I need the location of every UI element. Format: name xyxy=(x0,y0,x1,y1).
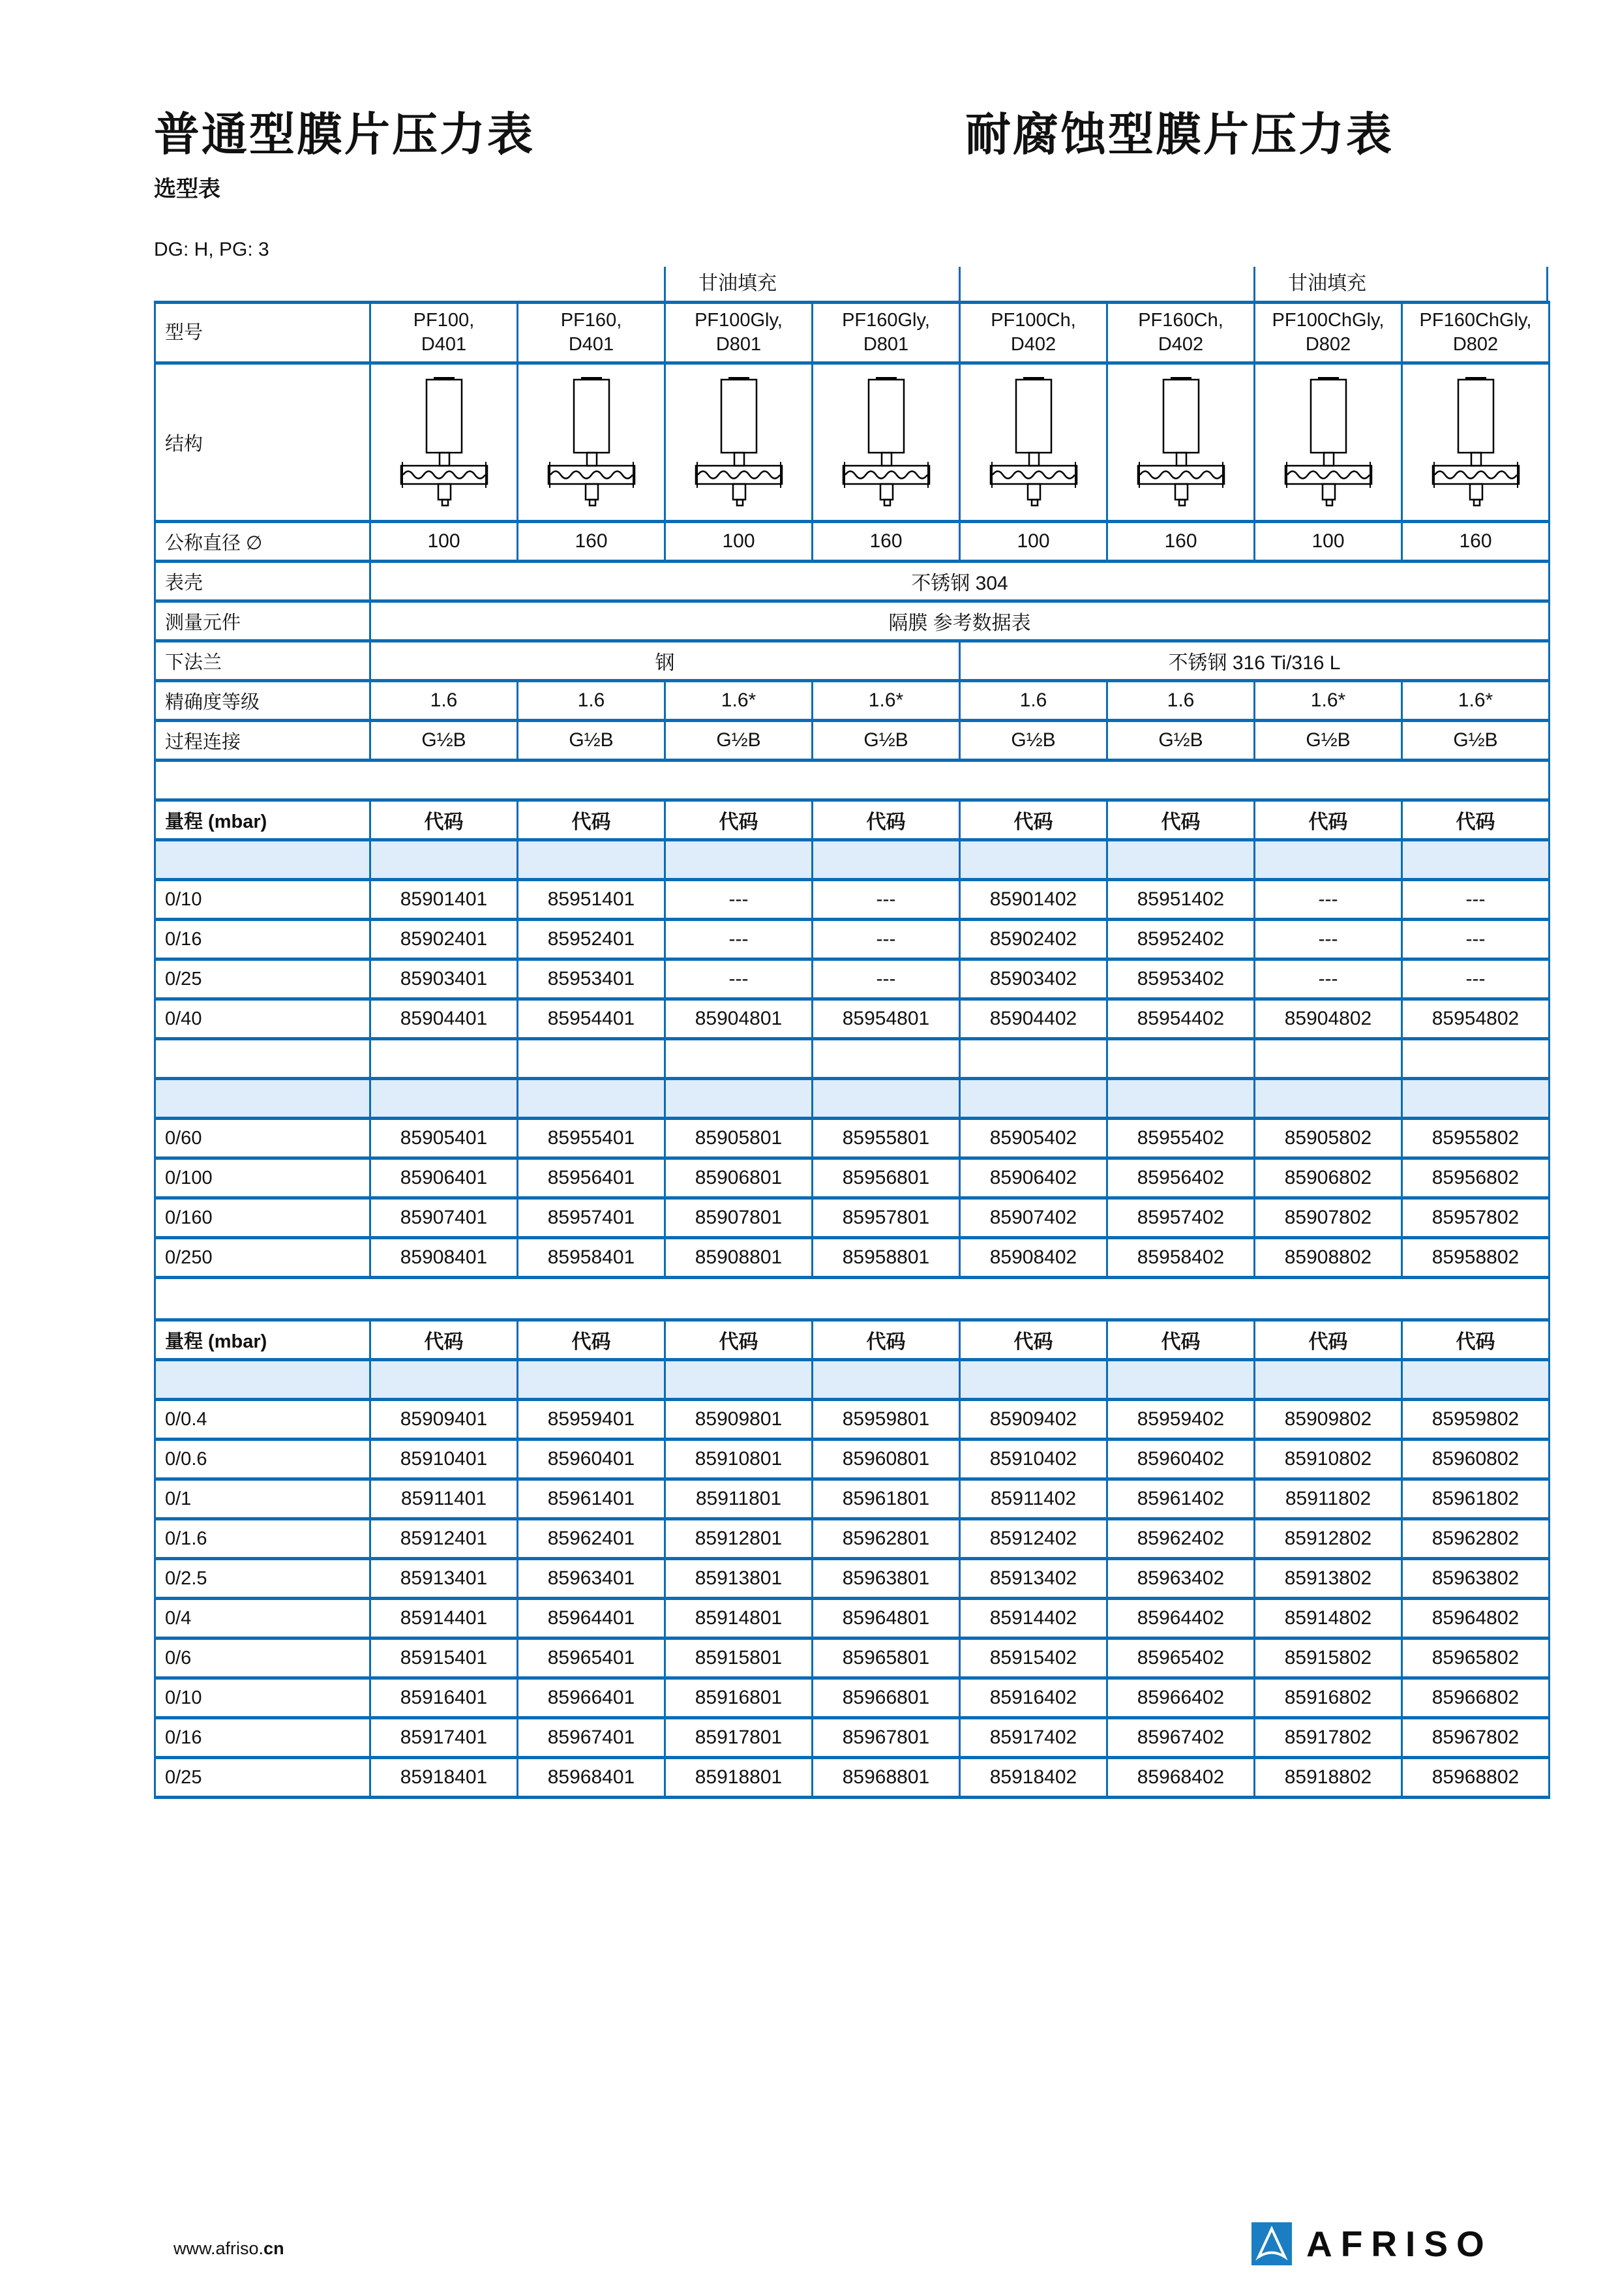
code-cell: 85954401 xyxy=(518,999,665,1039)
code-cell: 85915802 xyxy=(1255,1639,1402,1678)
highlight-empty-cell xyxy=(813,840,960,880)
code-cell: --- xyxy=(813,920,960,959)
code-cell: 85904402 xyxy=(960,999,1107,1039)
row-label-diameter: 公称直径 ∅ xyxy=(155,522,370,562)
diaphragm-gauge-drawing xyxy=(1424,375,1528,509)
row-label-accuracy: 精确度等级 xyxy=(155,681,370,721)
connection-value-cell: G½B xyxy=(665,721,813,761)
structure-drawing-cell xyxy=(813,363,960,522)
highlight-empty-cell xyxy=(1255,1360,1402,1400)
code-cell: 85952401 xyxy=(518,920,665,959)
code-cell: 85955402 xyxy=(1107,1119,1255,1158)
empty-cell xyxy=(155,1039,370,1079)
range-cell: 0/10 xyxy=(155,1678,370,1718)
code-cell: --- xyxy=(665,880,813,920)
code-cell: 85918802 xyxy=(1255,1758,1402,1798)
code-cell: 85955802 xyxy=(1402,1119,1550,1158)
code-cell: 85963402 xyxy=(1107,1559,1255,1599)
flange-value-cell: 不锈钢 316 Ti/316 L xyxy=(960,641,1550,681)
range-cell: 0/40 xyxy=(155,999,370,1039)
accuracy-value-cell: 1.6 xyxy=(518,681,665,721)
range-cell: 0/60 xyxy=(155,1119,370,1158)
diaphragm-gauge-drawing xyxy=(834,375,938,509)
afriso-brand-text: AFRISO xyxy=(1306,2224,1493,2264)
code-cell: --- xyxy=(1255,959,1402,999)
code-cell: 85914802 xyxy=(1255,1599,1402,1639)
element-value-cell: 隔膜 参考数据表 xyxy=(370,601,1550,641)
code-cell: 85903401 xyxy=(370,959,518,999)
code-header-cell: 代码 xyxy=(1255,800,1402,840)
code-header-cell: 代码 xyxy=(518,800,665,840)
code-cell: 85908401 xyxy=(370,1238,518,1278)
connection-value-cell: G½B xyxy=(813,721,960,761)
code-cell: 85968801 xyxy=(813,1758,960,1798)
code-cell: 85967401 xyxy=(518,1718,665,1758)
empty-cell xyxy=(813,1039,960,1079)
code-header-cell: 代码 xyxy=(1107,800,1255,840)
code-cell: 85913402 xyxy=(960,1559,1107,1599)
website-url-regular: www.afriso. xyxy=(173,2239,264,2258)
code-cell: 85902402 xyxy=(960,920,1107,959)
subtitle: 选型表 xyxy=(154,177,220,202)
code-cell: 85963802 xyxy=(1402,1559,1550,1599)
empty-cell xyxy=(665,1039,813,1079)
code-cell: 85906801 xyxy=(665,1158,813,1198)
connection-value-cell: G½B xyxy=(1402,721,1550,761)
highlight-empty-cell xyxy=(370,840,518,880)
code-header-cell: 代码 xyxy=(1402,1320,1550,1360)
code-cell: 85909401 xyxy=(370,1400,518,1440)
page-title-left: 普通型膜片压力表 xyxy=(154,109,535,160)
code-cell: --- xyxy=(665,959,813,999)
range-cell: 0/2.5 xyxy=(155,1559,370,1599)
code-header-cell: 代码 xyxy=(813,800,960,840)
code-cell: 85907402 xyxy=(960,1198,1107,1238)
code-cell: 85965401 xyxy=(518,1639,665,1678)
code-cell: 85916802 xyxy=(1255,1678,1402,1718)
column-group-divider xyxy=(1546,267,1548,301)
code-cell: 85917801 xyxy=(665,1718,813,1758)
code-cell: 85967801 xyxy=(813,1718,960,1758)
structure-drawing-cell xyxy=(1255,363,1402,522)
highlight-empty-cell xyxy=(518,1360,665,1400)
code-cell: 85954402 xyxy=(1107,999,1255,1039)
code-cell: 85958801 xyxy=(813,1238,960,1278)
code-cell: 85954801 xyxy=(813,999,960,1039)
code-cell: 85959401 xyxy=(518,1400,665,1440)
flange-value-cell: 钢 xyxy=(370,641,960,681)
code-cell: 85960402 xyxy=(1107,1440,1255,1479)
model-header-cell: PF100Gly, D801 xyxy=(665,303,813,363)
code-header-cell: 代码 xyxy=(370,1320,518,1360)
code-cell: 85907401 xyxy=(370,1198,518,1238)
code-cell: 85905401 xyxy=(370,1119,518,1158)
code-cell: 85967802 xyxy=(1402,1718,1550,1758)
code-cell: 85905402 xyxy=(960,1119,1107,1158)
config-note: DG: H, PG: 3 xyxy=(154,239,269,260)
code-cell: 85962802 xyxy=(1402,1519,1550,1559)
code-cell: 85916401 xyxy=(370,1678,518,1718)
table-spacer-row xyxy=(155,761,1550,800)
code-cell: 85917401 xyxy=(370,1718,518,1758)
code-cell: 85962402 xyxy=(1107,1519,1255,1559)
code-cell: 85966802 xyxy=(1402,1678,1550,1718)
code-cell: 85951401 xyxy=(518,880,665,920)
connection-value-cell: G½B xyxy=(1255,721,1402,761)
code-cell: 85968402 xyxy=(1107,1758,1255,1798)
highlight-empty-cell xyxy=(1107,840,1255,880)
empty-cell xyxy=(813,1079,960,1119)
row-label-structure: 结构 xyxy=(155,363,370,522)
glycerine-filled-label-left: 甘油填充 xyxy=(698,273,777,294)
code-cell: 85907801 xyxy=(665,1198,813,1238)
code-cell: 85953401 xyxy=(518,959,665,999)
code-cell: 85960401 xyxy=(518,1440,665,1479)
code-cell: 85914801 xyxy=(665,1599,813,1639)
code-cell: 85957801 xyxy=(813,1198,960,1238)
diameter-value-cell: 100 xyxy=(1255,522,1402,562)
code-cell: 85910802 xyxy=(1255,1440,1402,1479)
connection-value-cell: G½B xyxy=(960,721,1107,761)
code-cell: 85905801 xyxy=(665,1119,813,1158)
code-cell: 85911402 xyxy=(960,1479,1107,1519)
code-cell: 85914402 xyxy=(960,1599,1107,1639)
code-cell: 85901402 xyxy=(960,880,1107,920)
code-cell: 85961801 xyxy=(813,1479,960,1519)
empty-cell xyxy=(518,1079,665,1119)
code-cell: 85906402 xyxy=(960,1158,1107,1198)
column-group-divider xyxy=(959,267,961,301)
diameter-value-cell: 160 xyxy=(1107,522,1255,562)
code-cell: 85913801 xyxy=(665,1559,813,1599)
code-cell: 85966801 xyxy=(813,1678,960,1718)
code-cell: 85968401 xyxy=(518,1758,665,1798)
row-label-element: 测量元件 xyxy=(155,601,370,641)
code-cell: 85911801 xyxy=(665,1479,813,1519)
structure-drawing-cell xyxy=(665,363,813,522)
model-header-cell: PF100Ch, D402 xyxy=(960,303,1107,363)
code-cell: 85958802 xyxy=(1402,1238,1550,1278)
highlight-empty-cell xyxy=(370,1360,518,1400)
row-label-case: 表壳 xyxy=(155,562,370,601)
empty-cell xyxy=(1107,1039,1255,1079)
diameter-value-cell: 160 xyxy=(518,522,665,562)
empty-cell xyxy=(960,1039,1107,1079)
code-cell: 85914401 xyxy=(370,1599,518,1639)
code-cell: 85916402 xyxy=(960,1678,1107,1718)
row-label-model: 型号 xyxy=(155,303,370,363)
model-header-cell: PF160Gly, D801 xyxy=(813,303,960,363)
code-cell: 85967402 xyxy=(1107,1718,1255,1758)
accuracy-value-cell: 1.6 xyxy=(960,681,1107,721)
code-cell: 85965402 xyxy=(1107,1639,1255,1678)
code-cell: --- xyxy=(1402,959,1550,999)
diaphragm-gauge-drawing xyxy=(539,375,644,509)
highlight-empty-cell xyxy=(1402,840,1550,880)
code-cell: 85959801 xyxy=(813,1400,960,1440)
code-cell: 85904801 xyxy=(665,999,813,1039)
model-header-cell: PF160, D401 xyxy=(518,303,665,363)
code-cell: 85960801 xyxy=(813,1440,960,1479)
code-cell: 85918401 xyxy=(370,1758,518,1798)
range-cell: 0/1 xyxy=(155,1479,370,1519)
accuracy-value-cell: 1.6* xyxy=(813,681,960,721)
highlight-empty-cell xyxy=(813,1360,960,1400)
highlight-empty-cell xyxy=(960,1360,1107,1400)
code-cell: 85909801 xyxy=(665,1400,813,1440)
code-cell: 85968802 xyxy=(1402,1758,1550,1798)
code-header-cell: 代码 xyxy=(665,1320,813,1360)
range-cell: 0/6 xyxy=(155,1639,370,1678)
code-cell: 85908801 xyxy=(665,1238,813,1278)
case-value-cell: 不锈钢 304 xyxy=(370,562,1550,601)
structure-drawing-cell xyxy=(960,363,1107,522)
structure-drawing-cell xyxy=(370,363,518,522)
empty-cell xyxy=(665,1079,813,1119)
range-header-label: 量程 (mbar) xyxy=(155,800,370,840)
code-cell: 85962801 xyxy=(813,1519,960,1559)
diameter-value-cell: 100 xyxy=(370,522,518,562)
afriso-logo xyxy=(1251,2222,1551,2266)
code-cell: 85958401 xyxy=(518,1238,665,1278)
code-cell: 85902401 xyxy=(370,920,518,959)
code-cell: 85909402 xyxy=(960,1400,1107,1440)
model-header-cell: PF160Ch, D402 xyxy=(1107,303,1255,363)
website-url xyxy=(173,2239,284,2259)
code-cell: 85959802 xyxy=(1402,1400,1550,1440)
code-cell: 85915401 xyxy=(370,1639,518,1678)
code-cell: 85913802 xyxy=(1255,1559,1402,1599)
afriso-arrow-icon xyxy=(1251,2222,1292,2265)
diameter-value-cell: 160 xyxy=(1402,522,1550,562)
code-header-cell: 代码 xyxy=(370,800,518,840)
code-cell: 85964802 xyxy=(1402,1599,1550,1639)
code-header-cell: 代码 xyxy=(813,1320,960,1360)
code-header-cell: 代码 xyxy=(960,1320,1107,1360)
empty-cell xyxy=(370,1039,518,1079)
highlight-empty-cell xyxy=(155,1360,370,1400)
code-cell: 85960802 xyxy=(1402,1440,1550,1479)
code-cell: --- xyxy=(1402,920,1550,959)
diameter-value-cell: 160 xyxy=(813,522,960,562)
diaphragm-gauge-drawing xyxy=(687,375,791,509)
code-cell: 85911401 xyxy=(370,1479,518,1519)
range-cell: 0/10 xyxy=(155,880,370,920)
code-cell: 85915801 xyxy=(665,1639,813,1678)
code-cell: 85963401 xyxy=(518,1559,665,1599)
highlight-empty-cell xyxy=(1255,840,1402,880)
code-cell: 85957401 xyxy=(518,1198,665,1238)
accuracy-value-cell: 1.6* xyxy=(1255,681,1402,721)
code-cell: 85901401 xyxy=(370,880,518,920)
empty-cell xyxy=(518,1039,665,1079)
code-cell: --- xyxy=(1402,880,1550,920)
code-cell: 85918801 xyxy=(665,1758,813,1798)
code-cell: 85906802 xyxy=(1255,1158,1402,1198)
code-cell: 85961401 xyxy=(518,1479,665,1519)
range-cell: 0/0.4 xyxy=(155,1400,370,1440)
code-cell: 85917402 xyxy=(960,1718,1107,1758)
highlight-empty-cell xyxy=(1107,1360,1255,1400)
code-cell: --- xyxy=(813,880,960,920)
diaphragm-gauge-drawing xyxy=(1129,375,1233,509)
code-cell: 85956801 xyxy=(813,1158,960,1198)
accuracy-value-cell: 1.6 xyxy=(1107,681,1255,721)
code-cell: --- xyxy=(665,920,813,959)
code-cell: 85965801 xyxy=(813,1639,960,1678)
code-cell: 85956401 xyxy=(518,1158,665,1198)
code-cell: --- xyxy=(1255,880,1402,920)
code-cell: 85966401 xyxy=(518,1678,665,1718)
diaphragm-gauge-drawing xyxy=(1276,375,1381,509)
range-cell: 0/1.6 xyxy=(155,1519,370,1559)
code-header-cell: 代码 xyxy=(665,800,813,840)
highlight-empty-cell xyxy=(665,1360,813,1400)
code-cell: 85953402 xyxy=(1107,959,1255,999)
code-cell: 85912402 xyxy=(960,1519,1107,1559)
code-cell: 85917802 xyxy=(1255,1718,1402,1758)
glycerine-filled-header-strip xyxy=(154,263,1548,301)
highlight-empty-cell xyxy=(1402,1360,1550,1400)
empty-cell xyxy=(155,1079,370,1119)
code-header-cell: 代码 xyxy=(1402,800,1550,840)
code-header-cell: 代码 xyxy=(1255,1320,1402,1360)
highlight-empty-cell xyxy=(155,840,370,880)
connection-value-cell: G½B xyxy=(370,721,518,761)
accuracy-value-cell: 1.6* xyxy=(665,681,813,721)
model-header-cell: PF160ChGly, D802 xyxy=(1402,303,1550,363)
empty-cell xyxy=(1107,1079,1255,1119)
code-cell: 85912802 xyxy=(1255,1519,1402,1559)
structure-drawing-cell xyxy=(1402,363,1550,522)
row-label-flange: 下法兰 xyxy=(155,641,370,681)
selection-table xyxy=(154,301,1550,1799)
glycerine-filled-label-right: 甘油填充 xyxy=(1288,273,1366,294)
accuracy-value-cell: 1.6* xyxy=(1402,681,1550,721)
code-cell: 85903402 xyxy=(960,959,1107,999)
highlight-empty-cell xyxy=(518,840,665,880)
model-header-cell: PF100, D401 xyxy=(370,303,518,363)
code-cell: 85964401 xyxy=(518,1599,665,1639)
code-cell: 85959402 xyxy=(1107,1400,1255,1440)
code-header-cell: 代码 xyxy=(518,1320,665,1360)
code-cell: 85964801 xyxy=(813,1599,960,1639)
code-cell: --- xyxy=(813,959,960,999)
diameter-value-cell: 100 xyxy=(665,522,813,562)
range-cell: 0/25 xyxy=(155,959,370,999)
range-cell: 0/4 xyxy=(155,1599,370,1639)
code-cell: 85964402 xyxy=(1107,1599,1255,1639)
range-cell: 0/160 xyxy=(155,1198,370,1238)
highlight-empty-cell xyxy=(960,840,1107,880)
range-cell: 0/250 xyxy=(155,1238,370,1278)
code-cell: 85954802 xyxy=(1402,999,1550,1039)
structure-drawing-cell xyxy=(1107,363,1255,522)
highlight-empty-cell xyxy=(665,840,813,880)
range-cell: 0/0.6 xyxy=(155,1440,370,1479)
code-cell: 85961802 xyxy=(1402,1479,1550,1519)
empty-cell xyxy=(960,1079,1107,1119)
accuracy-value-cell: 1.6 xyxy=(370,681,518,721)
code-cell: 85908802 xyxy=(1255,1238,1402,1278)
range-cell: 0/100 xyxy=(155,1158,370,1198)
code-cell: 85909802 xyxy=(1255,1400,1402,1440)
code-cell: 85962401 xyxy=(518,1519,665,1559)
code-cell: 85951402 xyxy=(1107,880,1255,920)
code-cell: 85963801 xyxy=(813,1559,960,1599)
code-cell: 85918402 xyxy=(960,1758,1107,1798)
code-cell: 85910402 xyxy=(960,1440,1107,1479)
code-cell: 85906401 xyxy=(370,1158,518,1198)
code-cell: 85911802 xyxy=(1255,1479,1402,1519)
code-cell: 85910801 xyxy=(665,1440,813,1479)
range-cell: 0/16 xyxy=(155,1718,370,1758)
range-header-label: 量程 (mbar) xyxy=(155,1320,370,1360)
code-cell: 85956802 xyxy=(1402,1158,1550,1198)
website-url-bold: cn xyxy=(263,2239,284,2258)
code-header-cell: 代码 xyxy=(960,800,1107,840)
code-cell: 85905802 xyxy=(1255,1119,1402,1158)
code-cell: 85957402 xyxy=(1107,1198,1255,1238)
empty-cell xyxy=(1402,1079,1550,1119)
code-header-cell: 代码 xyxy=(1107,1320,1255,1360)
connection-value-cell: G½B xyxy=(518,721,665,761)
diaphragm-gauge-drawing xyxy=(392,375,496,509)
selection-table-grid xyxy=(154,301,1550,1799)
code-cell: 85955401 xyxy=(518,1119,665,1158)
code-cell: 85913401 xyxy=(370,1559,518,1599)
code-cell: 85908402 xyxy=(960,1238,1107,1278)
table-spacer-row xyxy=(155,1278,1550,1320)
code-cell: 85916801 xyxy=(665,1678,813,1718)
row-label-connection: 过程连接 xyxy=(155,721,370,761)
code-cell: 85957802 xyxy=(1402,1198,1550,1238)
code-cell: 85915402 xyxy=(960,1639,1107,1678)
connection-value-cell: G½B xyxy=(1107,721,1255,761)
structure-drawing-cell xyxy=(518,363,665,522)
code-cell: 85966402 xyxy=(1107,1678,1255,1718)
empty-cell xyxy=(370,1079,518,1119)
range-cell: 0/16 xyxy=(155,920,370,959)
range-cell: 0/25 xyxy=(155,1758,370,1798)
diaphragm-gauge-drawing xyxy=(981,375,1086,509)
empty-cell xyxy=(1255,1039,1402,1079)
code-cell: 85907802 xyxy=(1255,1198,1402,1238)
code-cell: 85955801 xyxy=(813,1119,960,1158)
empty-cell xyxy=(1402,1039,1550,1079)
code-cell: 85904401 xyxy=(370,999,518,1039)
code-cell: 85912401 xyxy=(370,1519,518,1559)
diameter-value-cell: 100 xyxy=(960,522,1107,562)
code-cell: 85956402 xyxy=(1107,1158,1255,1198)
code-cell: 85965802 xyxy=(1402,1639,1550,1678)
page-title-right: 耐腐蚀型膜片压力表 xyxy=(965,109,1394,160)
model-header-cell: PF100ChGly, D802 xyxy=(1255,303,1402,363)
code-cell: 85958402 xyxy=(1107,1238,1255,1278)
code-cell: 85910401 xyxy=(370,1440,518,1479)
code-cell: --- xyxy=(1255,920,1402,959)
code-cell: 85904802 xyxy=(1255,999,1402,1039)
code-cell: 85952402 xyxy=(1107,920,1255,959)
code-cell: 85961402 xyxy=(1107,1479,1255,1519)
code-cell: 85912801 xyxy=(665,1519,813,1559)
empty-cell xyxy=(1255,1079,1402,1119)
